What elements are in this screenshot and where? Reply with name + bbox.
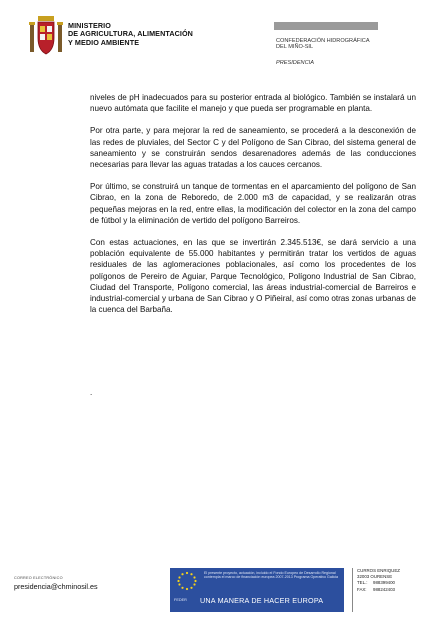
fax-row	[357, 587, 443, 593]
paragraph: Con estas actuaciones, en las que se invertirán 2.345.513€, se dará servicio a una población equivalente de 55.000 habitantes y permitirán tratar los vertidos de aguas residuales de las aglomeraciones poblacionales, así como los procedentes de los polígonos de Pereiro de Aguiar, Parque Tecnológico, Polígono Industrial de San Cibrao, Ciudad del Transporte, Polígono comercial, las áreas industrial-comercial de Barreiros e industrial-comercial y urbana de San Cibrao y O Piñeiral, así como otras zonas urbanas de la cuenca del Barbaña.	[90, 238, 416, 315]
ministry-line: DE AGRICULTURA, ALIMENTACIÓN	[68, 29, 193, 39]
phone-label: TEL.:	[357, 580, 368, 586]
fax-number: 988242403	[373, 586, 395, 592]
chg-line: DEL MIÑO-SIL	[276, 44, 314, 51]
eu-feder-banner	[170, 568, 344, 612]
footer-contact	[14, 576, 98, 591]
eu-flag-icon	[174, 570, 200, 592]
coat-of-arms-icon	[28, 16, 64, 60]
postal-address	[352, 568, 443, 612]
ministry-name	[68, 22, 208, 47]
eu-funding-note: El presente proyecto, actuación, incluido el Fondo Europeo de Desarrollo Regional contempla el marco de financiación europea 2007-2013 Programa Operativo Galicia	[204, 571, 339, 580]
ministry-line: Y MEDIO AMBIENTE	[68, 37, 140, 47]
presidencia-label: PRESIDENCIA	[276, 60, 314, 66]
header-bar	[274, 22, 378, 30]
confederacion-name	[276, 38, 370, 51]
trailing-mark: .	[90, 388, 93, 397]
letterhead	[28, 16, 428, 76]
address-line: CURROS ENRIQUEZ	[357, 568, 400, 573]
fax-label: FAX:	[357, 586, 367, 592]
ministry-line: MINISTERIO	[68, 21, 111, 30]
paragraph: Por último, se construirá un tanque de tormentas en el aparcamiento del polígono de San Cibrao, en la zona de Reboredo, de 2.000 m3 de capacidad, y se realizarán otras pequeñas mejoras en la red, entre ellas, la modificación del colector en la zona del campo de fútbol y la eliminación de vertido del polígono Barreiros.	[90, 182, 416, 225]
feder-label: FEDER	[174, 598, 187, 602]
paragraph: niveles de pH inadecuados para su posterior entrada al biológico. También se instalará un nuevo autómata que facilite el manejo y que pueda ser programable en planta.	[90, 93, 416, 114]
email-link[interactable]: presidencia@chminosil.es	[14, 582, 98, 591]
email-label: CORREO ELECTRÓNICO	[14, 576, 63, 580]
body-text	[90, 92, 416, 326]
eu-motto: UNA MANERA DE HACER EUROPA	[200, 596, 324, 605]
chg-line: CONFEDERACIÓN HIDROGRÁFICA	[276, 38, 370, 44]
paragraph: Por otra parte, y para mejorar la red de saneamiento, se procederá a la desconexión de las redes de pluviales, del Sector C y del Polígono de San Cibrao, del sistema general de saneamiento y se construirán sendos desarenadores además de las conducciones necesarias para llevar las aguas tratadas a los cauces cercanos.	[90, 126, 416, 170]
address-line: 32003 OURENSE	[357, 574, 393, 580]
phone-number: 988399400	[373, 580, 395, 586]
